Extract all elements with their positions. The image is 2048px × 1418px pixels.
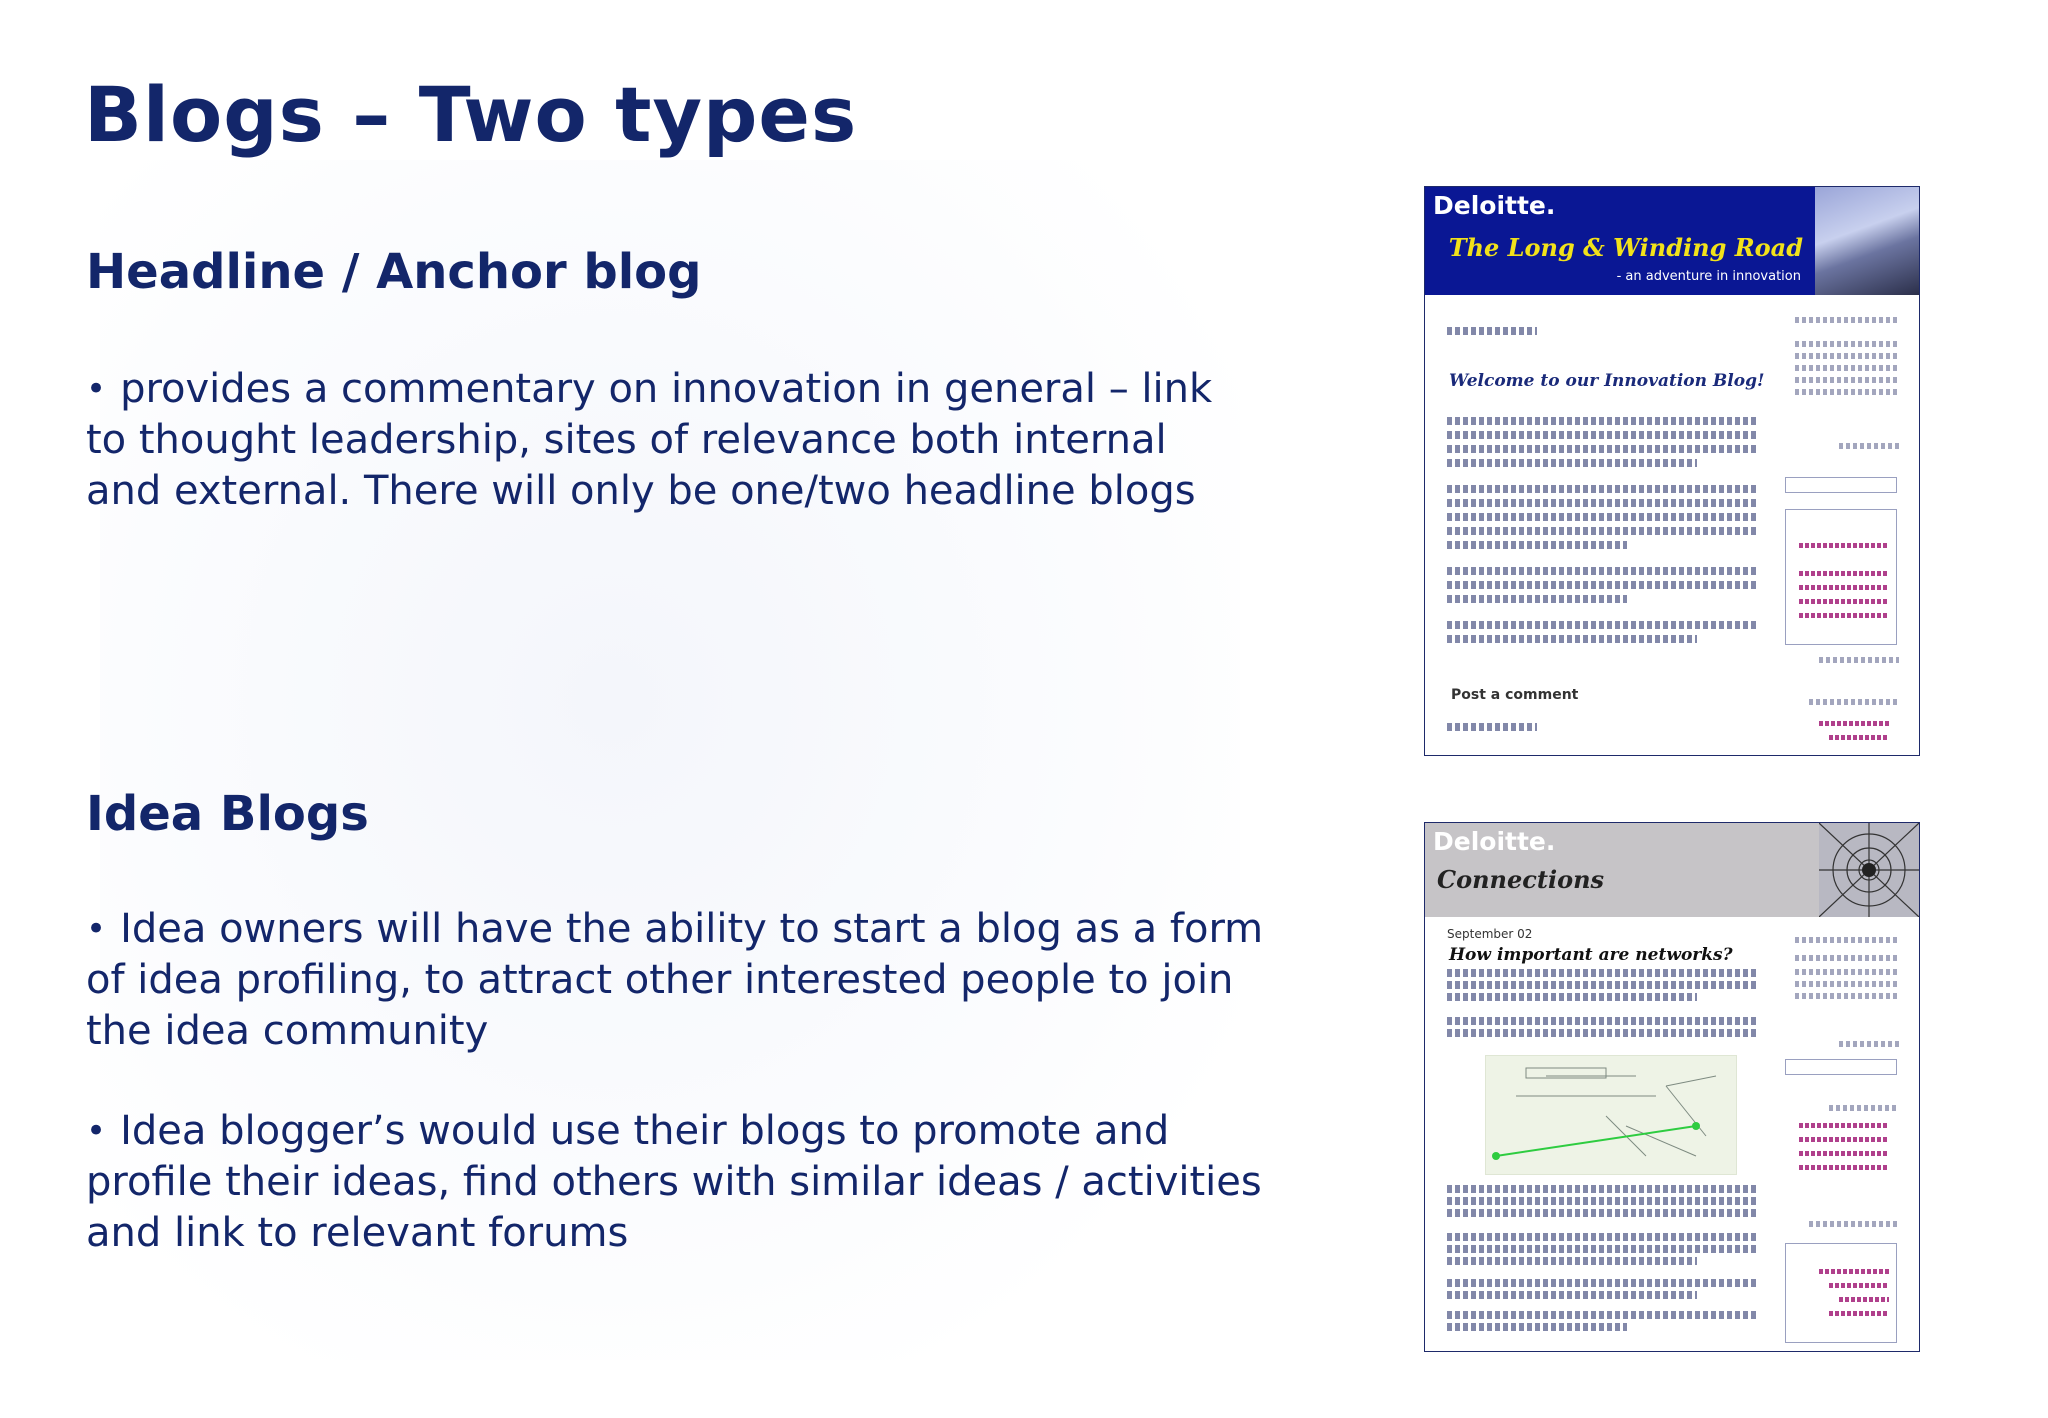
text-line xyxy=(1447,1311,1757,1319)
road-photo xyxy=(1815,187,1919,295)
text-line xyxy=(1447,595,1627,603)
anchor-blog-screenshot xyxy=(1424,186,1920,756)
text-line xyxy=(1447,1017,1757,1025)
text-line xyxy=(1447,459,1697,467)
text-line xyxy=(1447,1245,1757,1253)
idea-blog-screenshot xyxy=(1424,822,1920,1352)
text-line xyxy=(1447,417,1757,425)
side-link xyxy=(1829,735,1889,740)
text-line xyxy=(1447,431,1757,439)
blog-banner xyxy=(1425,187,1919,295)
text-line xyxy=(1447,635,1697,643)
text-line xyxy=(1447,445,1757,453)
side-link xyxy=(1799,599,1889,604)
side-link xyxy=(1799,543,1889,548)
text-line xyxy=(1447,993,1697,1001)
web-icon xyxy=(1819,823,1919,917)
side-search-box xyxy=(1785,1059,1897,1075)
side-link xyxy=(1799,613,1889,618)
text-line xyxy=(1447,527,1757,535)
bullet-idea-owners xyxy=(86,904,1286,1057)
post-date xyxy=(1447,327,1537,335)
text-line xyxy=(1447,969,1757,977)
post-title: Welcome to our Innovation Blog! xyxy=(1449,371,1765,391)
side-text xyxy=(1839,443,1899,449)
brand-logo: Deloitte. xyxy=(1433,827,1556,856)
side-text xyxy=(1809,1221,1899,1227)
comment-label: Post a comment xyxy=(1451,687,1579,703)
side-link xyxy=(1799,1137,1889,1142)
side-text xyxy=(1829,1105,1899,1111)
network-diagram-drawing xyxy=(1486,1056,1736,1174)
side-text xyxy=(1795,993,1899,999)
text-line xyxy=(1447,485,1757,493)
text-line xyxy=(1447,1323,1627,1331)
section-heading-anchor-blog: Headline / Anchor blog xyxy=(86,244,702,300)
side-nav-box xyxy=(1785,509,1897,645)
side-text xyxy=(1795,365,1899,371)
text-line xyxy=(1447,499,1757,507)
side-link xyxy=(1799,585,1889,590)
side-text xyxy=(1795,317,1899,323)
side-text xyxy=(1819,657,1899,663)
text-line xyxy=(1447,621,1757,629)
text-line xyxy=(1447,1185,1757,1193)
side-link xyxy=(1799,1123,1889,1128)
side-text xyxy=(1795,969,1899,975)
side-text xyxy=(1795,981,1899,987)
bullet-idea-bloggers xyxy=(86,1106,1286,1259)
text-line xyxy=(1447,1291,1697,1299)
text-line xyxy=(1447,1233,1757,1241)
bullet-dot: • xyxy=(86,909,107,949)
side-text xyxy=(1795,341,1899,347)
network-graphic xyxy=(1819,823,1919,917)
bullet-text: Idea blogger’s would use their blogs to promote and profile their ideas, find others with similar ideas / activities and link to relevant forums xyxy=(86,1108,1262,1256)
side-text xyxy=(1795,353,1899,359)
blog-name: The Long & Winding Road xyxy=(1448,233,1803,262)
bullet-text: Idea owners will have the ability to start a blog as a form of idea profiling, to attract other interested people to join the idea community xyxy=(86,906,1264,1054)
text-line xyxy=(1447,723,1537,731)
side-archive-box xyxy=(1785,1243,1897,1343)
slide-title: Blogs – Two types xyxy=(84,70,858,159)
bullet-anchor-blog xyxy=(86,364,1236,517)
text-line xyxy=(1447,1279,1757,1287)
brand-logo: Deloitte. xyxy=(1433,191,1556,220)
side-link xyxy=(1799,1165,1889,1170)
text-line xyxy=(1447,1257,1697,1265)
text-line xyxy=(1447,513,1757,521)
text-line xyxy=(1447,1197,1757,1205)
blog-banner xyxy=(1425,823,1919,917)
side-link xyxy=(1839,1297,1889,1302)
network-diagram xyxy=(1485,1055,1737,1175)
text-line xyxy=(1447,567,1757,575)
text-line xyxy=(1447,1209,1757,1217)
side-link xyxy=(1799,1151,1889,1156)
blog-name: Connections xyxy=(1437,865,1605,894)
blog-tagline: - an adventure in innovation xyxy=(1616,269,1801,284)
side-text xyxy=(1809,699,1899,705)
side-link xyxy=(1829,1283,1889,1288)
side-search-box xyxy=(1785,477,1897,493)
bullet-dot: • xyxy=(86,369,107,409)
section-heading-idea-blogs: Idea Blogs xyxy=(86,786,369,842)
side-text xyxy=(1795,389,1899,395)
side-link xyxy=(1829,1311,1889,1316)
text-line xyxy=(1447,1029,1757,1037)
side-text xyxy=(1795,955,1899,961)
side-link xyxy=(1819,721,1889,726)
post-title: How important are networks? xyxy=(1449,945,1733,965)
side-text xyxy=(1839,1041,1899,1047)
bullet-text: provides a commentary on innovation in general – link to thought leadership, sites of relevance both internal and external. There will only be one/two headline blogs xyxy=(86,366,1213,514)
side-link xyxy=(1799,571,1889,576)
side-link xyxy=(1819,1269,1889,1274)
side-text xyxy=(1795,937,1899,943)
text-line xyxy=(1447,981,1757,989)
side-text xyxy=(1795,377,1899,383)
bullet-dot: • xyxy=(86,1111,107,1151)
text-line xyxy=(1447,581,1757,589)
post-date: September 02 xyxy=(1447,927,1533,941)
text-line xyxy=(1447,541,1627,549)
